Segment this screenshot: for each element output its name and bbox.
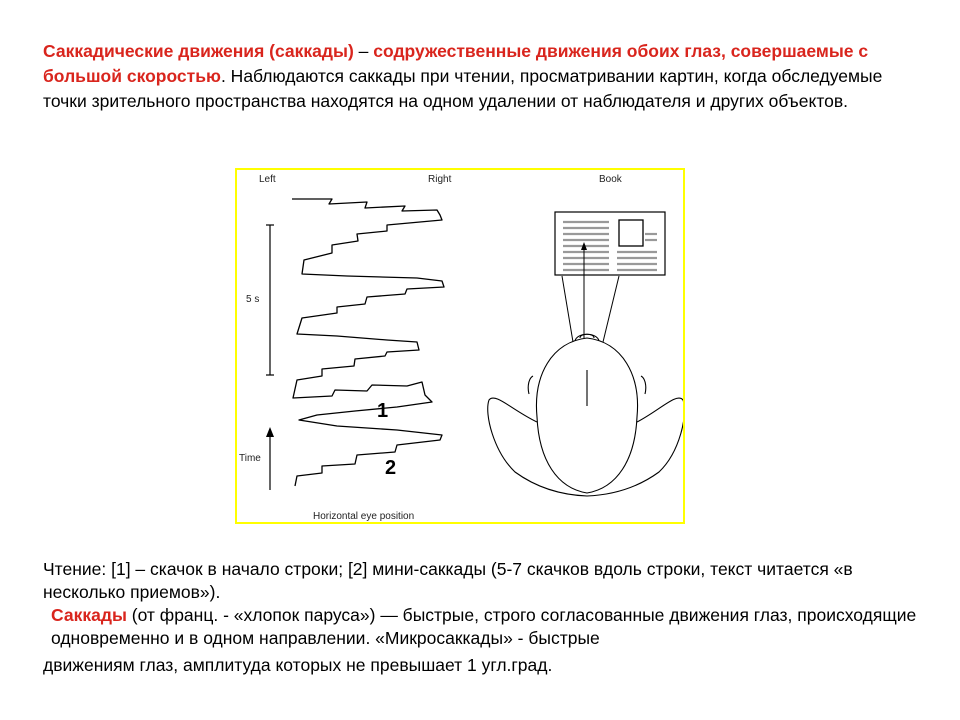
saccade-note-term: Саккады xyxy=(51,605,127,625)
label-horizontal-axis: Horizontal eye position xyxy=(313,511,415,522)
reading-note: Чтение: [1] – скачок в начало строки; [2] мини-саккады (5-7 скачков вдоль строки, текст читается «в несколько приемов»). xyxy=(43,559,853,602)
label-book: Book xyxy=(599,174,622,185)
eye-movement-figure xyxy=(235,168,685,524)
saccade-term: Саккадические движения (саккады) xyxy=(43,41,354,61)
label-scale: 5 s xyxy=(246,294,260,305)
head-top-view-icon xyxy=(488,334,683,496)
label-right: Right xyxy=(428,174,452,185)
marker-1: 1 xyxy=(377,400,389,422)
eye-trace-diagram xyxy=(237,170,683,522)
book-picture-icon xyxy=(619,220,643,246)
notes-paragraph xyxy=(43,558,923,677)
intro-rest: . Наблюдаются саккады при чтении, просматривании картин, когда обследуемые точки зрительного пространства находятся на одном удалении от наблюдателя и других объектов. xyxy=(43,66,883,111)
intro-dash: – xyxy=(353,41,374,61)
intro-paragraph xyxy=(43,39,923,114)
saccade-definition: содружественные движения обоих глаз, совершаемые с большой скоростью xyxy=(43,41,869,86)
eye-trace xyxy=(292,199,444,486)
label-time: Time xyxy=(239,453,261,464)
saccade-note xyxy=(43,604,923,650)
marker-2: 2 xyxy=(385,457,397,479)
saccade-note-definition: (от франц. - «хлопок паруса») — быстрые, строго согласованные движения глаз, происходящие одновременно и в одном направлении. «Микросаккады» - быстрые xyxy=(51,605,917,648)
microsaccade-note: движениям глаз, амплитуда которых не превышает 1 угл.град. xyxy=(43,655,553,675)
label-left: Left xyxy=(259,174,276,185)
